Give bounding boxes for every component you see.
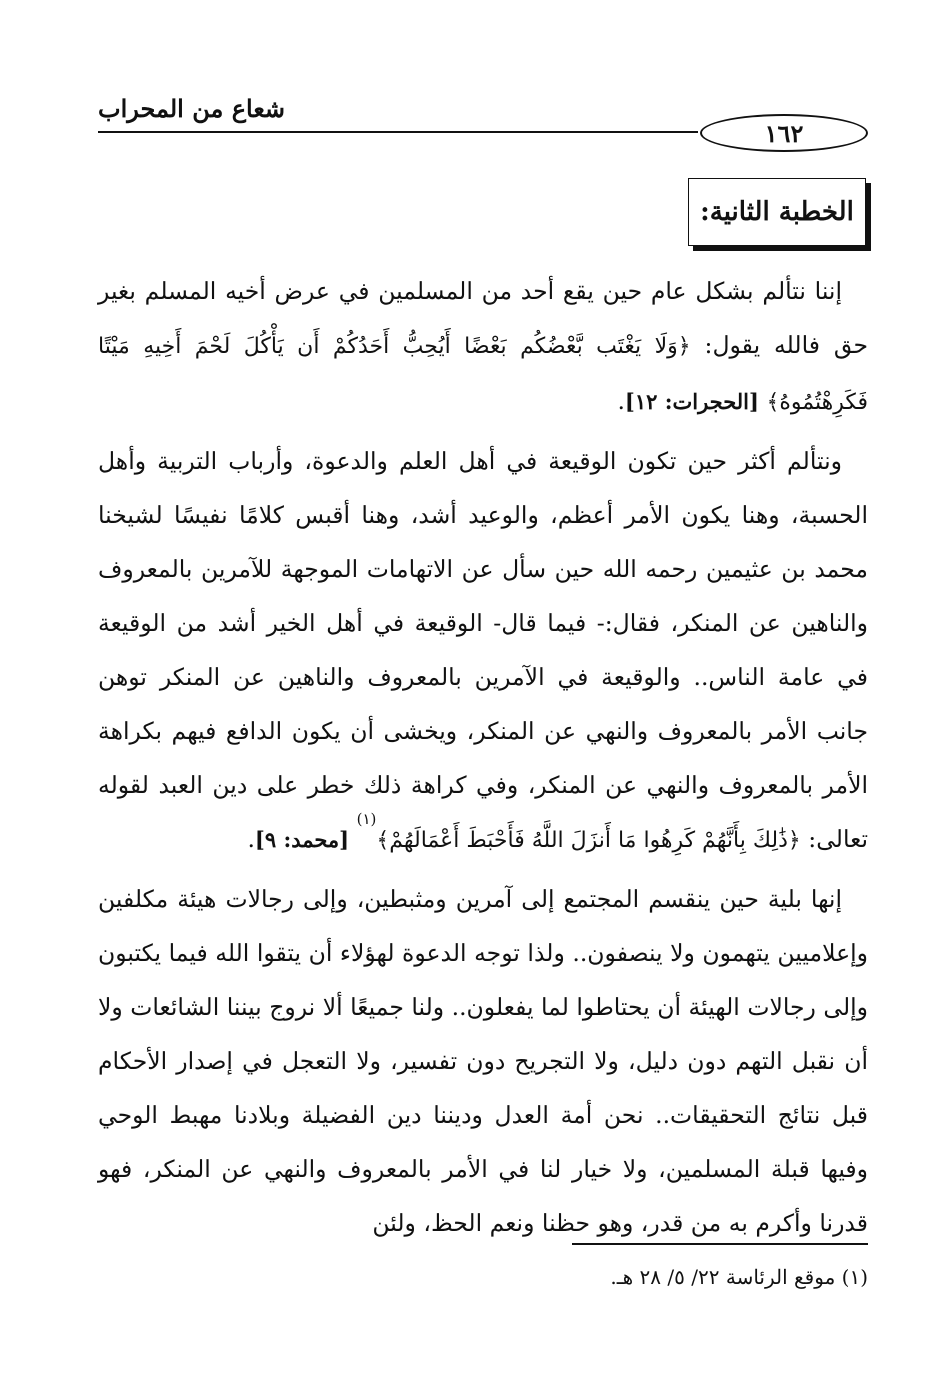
page-number-text: ١٦٢ bbox=[764, 118, 804, 148]
paragraph-3: إنها بلية حين ينقسم المجتمع إلى آمرين ومثبطين، وإلى رجالات هيئة مكلفين وإعلاميين يتهمون ولا ينصفون.. ولذا توجه الدعوة لهؤلاء أن يتقوا الله فيما يكتبون وإلى رجالات الهيئة أن يحتاطوا لما يفعلون.. ولنا جميعًا ألا نروج بيننا الشائعات ولا أن نقبل التهم دون دليل، ولا التجريح دون تفسير، ولا التعجل في إصدار الأحكام قبل نتائج التحقيقات.. نحن أمة العدل وديننا دين الفضيلة وبلادنا مهبط الوحي وفيها قبلة المسلمين، ولا خيار لنا في الأمر بالمعروف والنهي عن المنكر، فهو قدرنا وأكرم به من قدر، وهو حظنا ونعم الحظ، ولئن bbox=[98, 885, 868, 1237]
section-heading-box bbox=[688, 178, 866, 246]
paragraph-2-text: ونتألم أكثر حين تكون الوقيعة في أهل العلم والدعوة، وأرباب التربية وأهل الحسبة، وهنا يكون الأمر أعظم، والوعيد أشد، وهنا أقبس كلامًا نفيسًا لشيخنا محمد بن عثيمين رحمه الله حين سأل عن الاتهامات الموجهة للآمرين بالمعروف والناهين عن المنكر، فقال:- فيما قال- الوقيعة في أهل الخير أشد من الوقيعة في عامة الناس.. والوقيعة في الآمرين بالمعروف والناهين عن المنكر توهن جانب الأمر بالمعروف والنهي عن المنكر، ويخشى أن يكون الدافع فيهم بكراهة الأمر بالمعروف والنهي عن المنكر، وفي كراهة ذلك خطر على دين العبد لقوله تعالى: bbox=[98, 447, 868, 853]
footnote-marker: (١) bbox=[356, 810, 377, 828]
footnote: (١) موقع الرئاسة ٢٢/ ٥/ ٢٨ هـ. bbox=[610, 1265, 868, 1289]
body-text bbox=[98, 264, 868, 1254]
header-rule bbox=[98, 131, 698, 133]
verse-reference-2: [محمد: ٩] bbox=[254, 827, 350, 852]
paragraph-1-end: . bbox=[617, 387, 625, 415]
footnote-rule bbox=[572, 1243, 868, 1245]
quran-verse-1: ﴿وَلَا يَغْتَب بَّعْضُكُم بَعْضًا أَيُحِبُّ أَحَدُكُمْ أَن يَأْكُلَ لَحْمَ أَخِيهِ مَيْتًا فَكَرِهْتُمُوهُ﴾ bbox=[98, 334, 868, 415]
paragraph-1 bbox=[98, 264, 868, 430]
section-title: الخطبة الثانية: bbox=[700, 197, 854, 227]
paragraph-2 bbox=[98, 434, 868, 868]
paragraph-2-end: . bbox=[247, 825, 255, 853]
running-title: شعاع من المحراب bbox=[98, 94, 286, 123]
page-number bbox=[700, 114, 868, 152]
paragraph-1-text: إننا نتألم بشكل عام حين يقع أحد من المسلمين في عرض أخيه المسلم بغير حق فالله يقول: bbox=[98, 277, 868, 359]
quran-verse-2: ﴿ذَٰلِكَ بِأَنَّهُمْ كَرِهُوا مَا أَنزَلَ اللَّهُ فَأَحْبَطَ أَعْمَالَهُمْ﴾ bbox=[376, 828, 801, 853]
verse-reference-1: [الحجرات: ١٢] bbox=[624, 389, 759, 414]
